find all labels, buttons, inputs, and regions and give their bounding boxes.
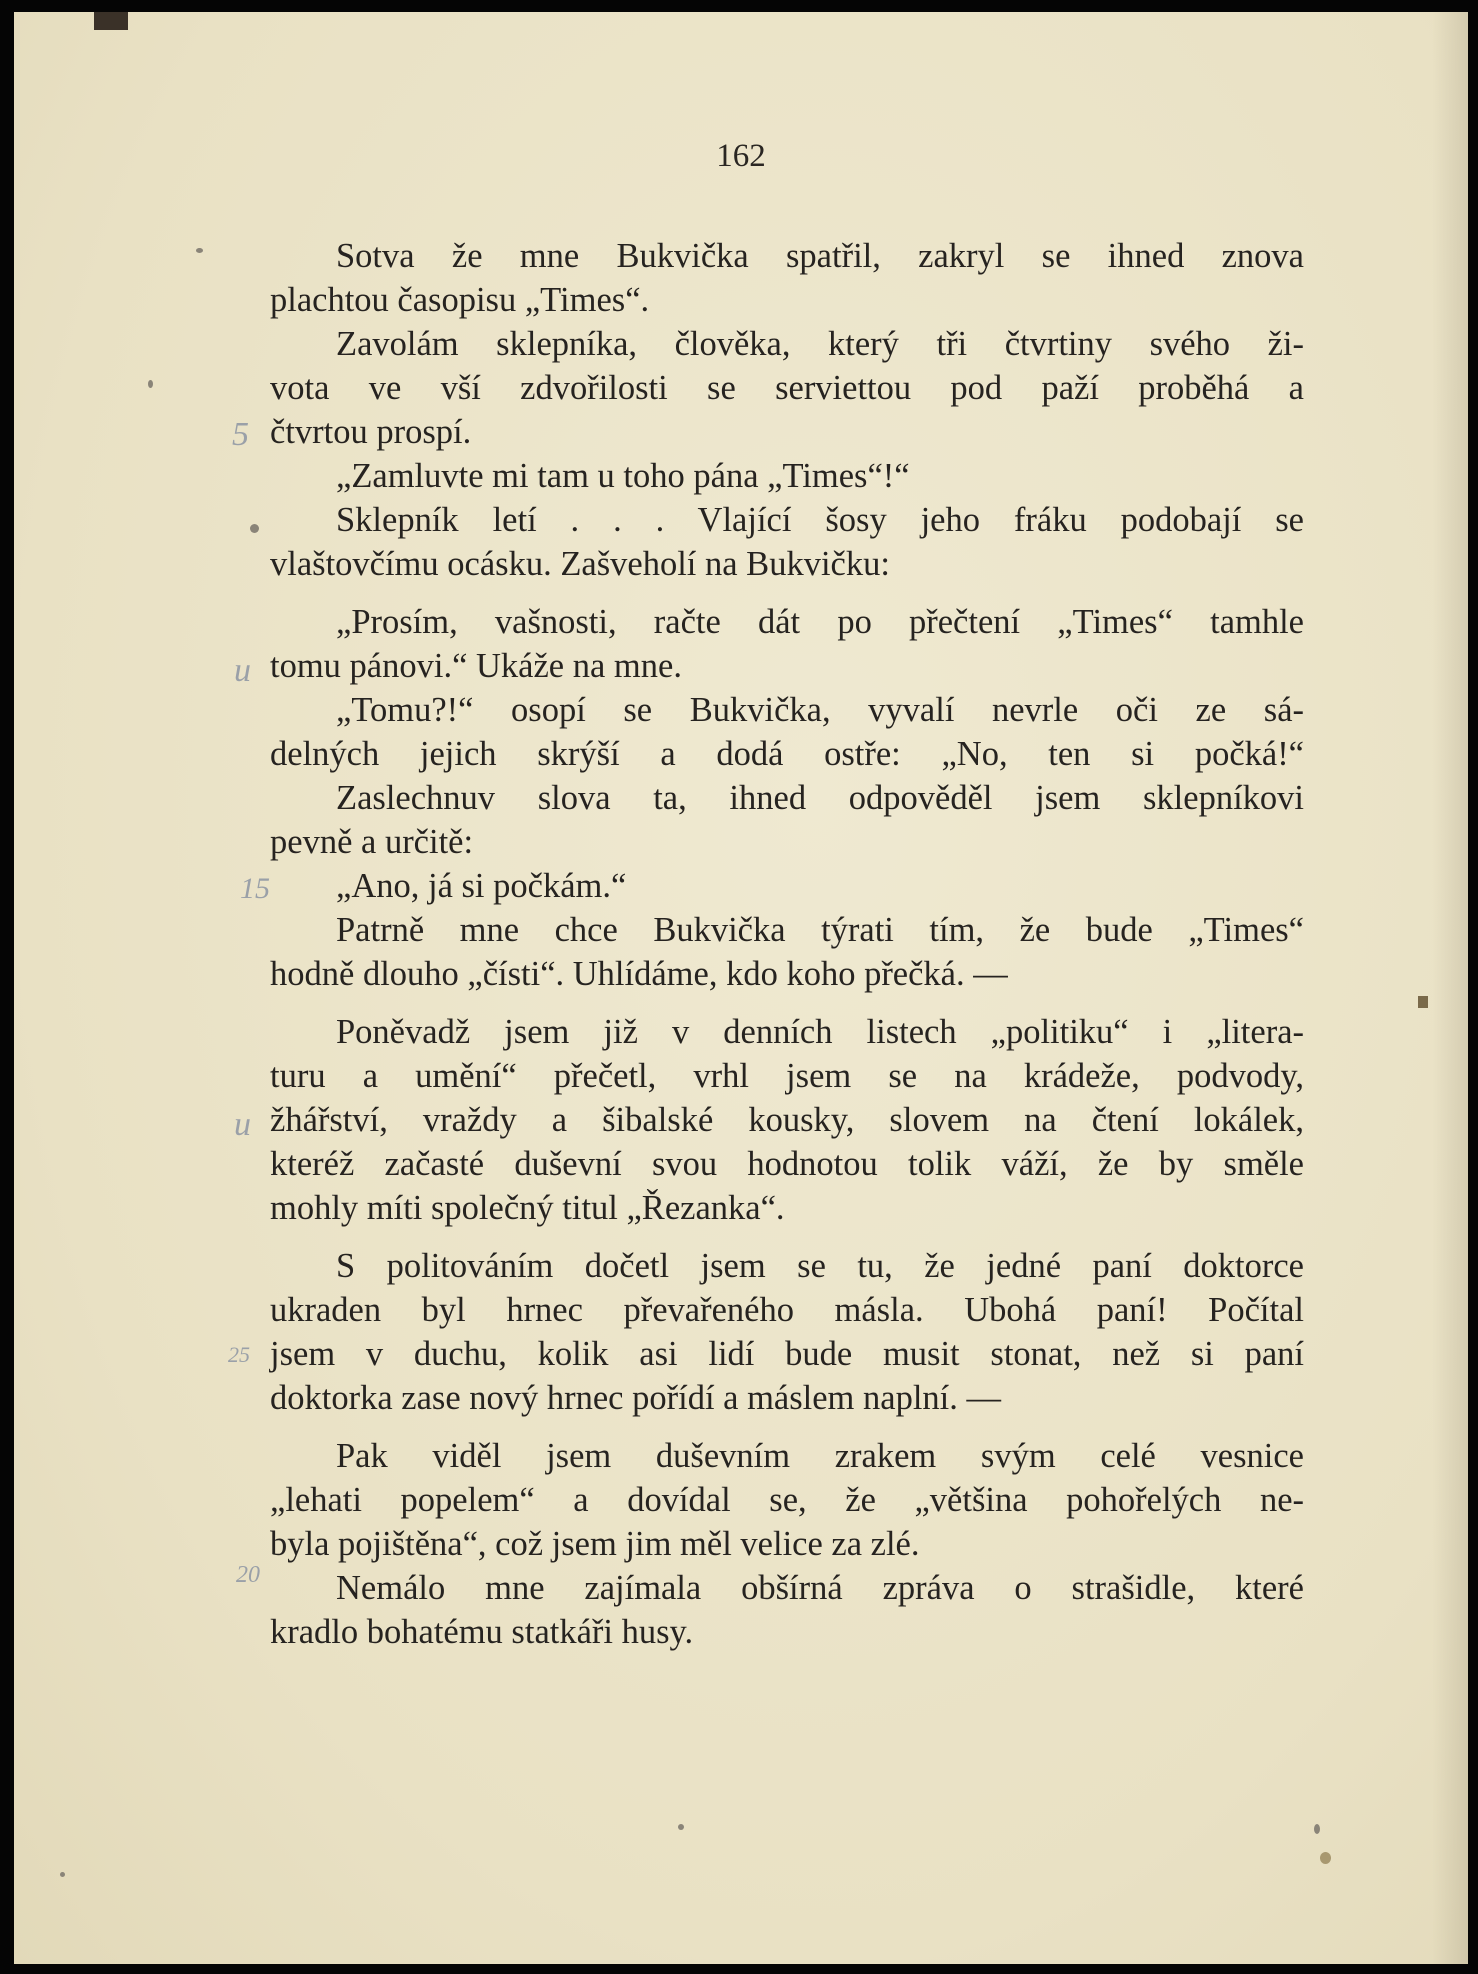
text-line: mohly míti společný titul „Řezanka“. xyxy=(270,1189,785,1227)
paper-speck xyxy=(1320,1852,1331,1864)
text-line: Patrně mne chce Bukvička týrati tím, že bude „Times“ xyxy=(336,911,1304,949)
text-line: Sklepník letí . . . Vlající šosy jeho fráku podobají se xyxy=(336,501,1304,539)
text-line: byla pojištěna“, což jsem jim měl velice za zlé. xyxy=(270,1525,920,1563)
text-line: „Tomu?!“ osopí se Bukvička, vyvalí nevrle oči ze sá- xyxy=(336,691,1304,729)
margin-mark: u xyxy=(234,652,251,689)
paper-speck xyxy=(148,380,153,388)
text-line: kteréž začasté duševní svou hodnotou tolik váží, že by směle xyxy=(270,1145,1304,1183)
text-line: Nemálo mne zajímala obšírná zpráva o strašidle, které xyxy=(336,1569,1304,1607)
margin-mark: 25 xyxy=(228,1342,250,1367)
text-line: vlaštovčímu ocásku. Zašveholí na Bukvičku: xyxy=(270,545,890,583)
paper-speck xyxy=(196,248,203,253)
paper-speck xyxy=(250,524,259,533)
text-line: pevně a určitě: xyxy=(270,823,474,861)
text-line: Zavolám sklepníka, člověka, který tři čtvrtiny svého ži- xyxy=(336,325,1304,363)
text-line: turu a umění“ přečetl, vrhl jsem se na krádeže, podvody, xyxy=(270,1057,1304,1095)
paper-speck xyxy=(60,1872,65,1877)
text-line: hodně dlouho „čísti“. Uhlídáme, kdo koho přečká. — xyxy=(270,955,1008,993)
text-line: ukraden byl hrnec převařeného másla. Ubohá paní! Počítal xyxy=(270,1291,1304,1329)
text-line: „lehati popelem“ a dovídal se, že „většina pohořelých ne- xyxy=(270,1481,1304,1519)
text-line: vota ve vší zdvořilosti se serviettou pod paží proběhá a xyxy=(270,369,1304,407)
text-line: jsem v duchu, kolik asi lidí bude musit stonat, než si paní xyxy=(270,1335,1304,1373)
text-line: „Ano, já si počkám.“ xyxy=(336,867,627,905)
book-page xyxy=(14,12,1468,1964)
text-line: Pak viděl jsem duševním zrakem svým celé vesnice xyxy=(336,1437,1304,1475)
text-line: Zaslechnuv slova ta, ihned odpověděl jsem sklepníkovi xyxy=(336,779,1304,817)
text-line: kradlo bohatému statkáři husy. xyxy=(270,1613,694,1651)
text-line: delných jejich skrýší a dodá ostře: „No, ten si počká!“ xyxy=(270,735,1304,773)
margin-mark: 15 xyxy=(240,872,270,905)
text-line: doktorka zase nový hrnec pořídí a máslem naplní. — xyxy=(270,1379,1002,1417)
text-line: čtvrtou prospí. xyxy=(270,413,472,451)
edge-mark xyxy=(1418,996,1428,1008)
paper-speck xyxy=(1314,1824,1320,1834)
text-line: žhářství, vraždy a šibalské kousky, slovem na čtení lokálek, xyxy=(270,1101,1304,1139)
text-line: Poněvadž jsem již v denních listech „politiku“ i „litera- xyxy=(336,1013,1304,1051)
text-line: Sotva že mne Bukvička spatřil, zakryl se ihned znova xyxy=(336,237,1304,275)
body-text xyxy=(270,234,1304,1654)
margin-mark: 5 xyxy=(232,416,249,453)
page-corner-tab xyxy=(94,12,128,30)
text-line: S politováním dočetl jsem se tu, že jedné paní doktorce xyxy=(336,1247,1304,1285)
paper-speck xyxy=(678,1824,684,1830)
margin-mark: 20 xyxy=(236,1562,260,1588)
text-line: „Prosím, vašnosti, račte dát po přečtení „Times“ tamhle xyxy=(336,603,1304,641)
text-line: plachtou časopisu „Times“. xyxy=(270,281,650,319)
page-number: 162 xyxy=(716,138,766,174)
text-line: tomu pánovi.“ Ukáže na mne. xyxy=(270,647,682,685)
margin-mark: u xyxy=(234,1106,251,1143)
page-edge-shadow xyxy=(1432,12,1468,1964)
text-line: „Zamluvte mi tam u toho pána „Times“!“ xyxy=(336,457,910,495)
